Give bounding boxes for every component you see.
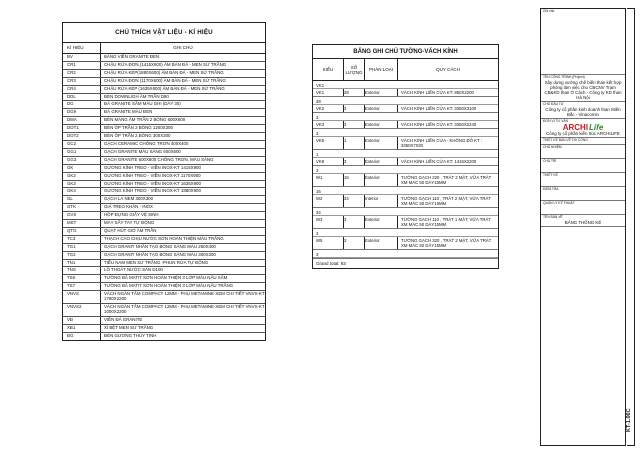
wall-group [313,129,498,150]
legend-code: TG1 [63,244,101,251]
legend-title: CHÚ THÍCH VẬT LIỆU - KÍ HIỆU [63,23,265,43]
notes-box [541,9,625,75]
legend-note: ĐÈN GƯƠNG THỦY TINH [104,332,157,338]
signature-roles [541,145,625,215]
owner-label: CHỦ ĐẦU TƯ [543,101,564,106]
wall-row [313,237,498,249]
legend-code: DG9 [63,109,101,116]
wall-group-name: 34 [313,208,498,216]
legend-note: ĐÈN MÁNG ÂM TRẦN 2 BÓNG 600X600 [104,117,186,123]
wall-category: Interior [364,195,397,207]
wall-qty: 3 [343,105,364,112]
signature-role: CHỦ TRÌ [543,158,557,163]
legend-row [63,70,265,78]
wall-group-name: 28 [313,97,498,105]
legend-note: GẠCH GRANIT NHÂN TẠO BÓNG SÁNG MÀU 250X400 [104,243,216,249]
legend-note: GIÁ TREO KHĂN - INOX [104,204,153,210]
legend-row [63,86,265,94]
legend-code: QTG [63,228,101,235]
wall-spec: TƯỜNG GẠCH 110 , TRÁT 2 MẶT, VỮA TRÁT XM MÁC 50 DÀY15MM [397,195,498,207]
legend-code: TG2 [63,252,101,259]
wall-category: Exterior [364,216,397,228]
project-name: Xây dựng xưởng chế biến than kết hợp phòng làm việc cho CBCNV Trạm CB&KD than Ô Cách - Công ty KD than Hà Nội [544,79,622,100]
legend-code: VĐ [63,317,101,324]
wall-col-category: PHÂN LOẠI [364,59,397,80]
wall-category: Exterior [364,105,397,112]
wall-row [313,105,498,112]
wall-group-name: 3 [313,113,498,121]
wall-row [313,174,498,186]
wall-code: W2 [316,196,323,201]
legend-row [63,125,265,133]
legend-code: CR1 [63,62,101,69]
legend-row [63,165,265,173]
wall-qty: 16 [343,174,364,186]
legend-note: GẠCH GRANIT NHÂN TẠO BÓNG SÁNG MÀU 300X300 [104,251,216,257]
wall-spec: TƯỜNG GẠCH 320 , TRÁT 2 MẶT, VỮA TRÁT XM MÁC 50 DÀY15MM [397,237,498,249]
legend-code: GG3 [63,157,101,164]
legend-code: GVS [63,212,101,219]
logo-life: Life [589,123,604,133]
legend-row [63,220,265,228]
material-legend-table [62,22,266,341]
wall-qty: 1 [343,137,364,149]
signature-role: QUẢN LÝ KỸ THUẬT [543,200,575,205]
wall-qty: 3 [343,121,364,128]
legend-row [63,267,265,275]
wall-category: Exterior [364,237,397,249]
wall-qty: 28 [343,89,364,96]
wall-group [313,166,498,187]
legend-note: XÍ BỆT MEN SỨ TRẮNG [104,324,154,330]
wall-group-name: VK1 [313,81,498,89]
wall-category: Exterior [364,174,397,186]
legend-note: MÁY SẤY TAY TỰ ĐỘNG [104,220,155,226]
signature-role-cell [541,187,625,201]
legend-col-code: KÍ HIỆU [63,43,101,53]
project-box [541,75,625,102]
legend-code: TN1 [63,260,101,267]
legend-row [63,236,265,244]
legend-code: DG [63,101,101,108]
legend-row [63,78,265,86]
legend-row [63,317,265,325]
consultant-label: ĐƠN VỊ TƯ VẤN [543,118,569,123]
legend-code: DOT1 [63,125,101,132]
legend-code: GL [63,196,101,203]
legend-note: GƯƠNG KÍNH TREO - VIỀN INOX-KT 1415X900 [104,164,201,170]
wall-code: VK8 [316,159,325,164]
legend-note: CHẬU RỬA KÉP(1880X600) ÂM BÀN ĐÁ - MEN SỨ TRẮNG [104,69,224,75]
legend-row [63,228,265,236]
wall-schedule-table [312,44,499,269]
legend-row [63,141,265,149]
wall-group [313,208,498,229]
legend-note: GẠCH GRANITE MÀU SÁNG 600X600 [104,148,181,154]
wall-schedule-header [313,59,498,81]
wall-spec: VÁCH KÍNH LIỀN CỬA KT: 3350X3100 [397,105,498,112]
legend-code: BV [63,54,101,61]
legend-row [63,173,265,181]
legend-code: TS7 [63,283,101,290]
legend-code: TNS [63,267,101,274]
signature-role-cell [541,173,625,187]
wall-group [313,113,498,129]
legend-note: TƯỜNG BẢ MATIT SƠN HOÀN THIỆN 3 LỚP MÀU NÂU SẪM [104,275,228,281]
legend-code: GK [63,165,101,172]
legend-note: TƯỜNG BẢ MATIT SƠN HOÀN THIỆN 3 LỚP MÀU NÂU TRẮNG [104,283,234,289]
legend-code: TS6 [63,275,101,282]
wall-group [313,150,498,166]
wall-groups [313,81,498,250]
legend-note: HỘP ĐỰNG GIẤY VỆ SINH [104,212,159,218]
wall-code: VK3 [316,122,325,127]
wall-col-type-code: KIỂU [322,67,334,72]
wall-qty: 3 [343,158,364,165]
wall-group-name: 3 [313,129,498,137]
title-block [540,8,626,446]
wall-row [313,121,498,128]
legend-row [63,212,265,220]
legend-note: GƯƠNG KÍNH TREO - VIỀN INOX-KT 1635X900 [104,180,201,186]
legend-note: QUẠT HÚT GIÓ ÂM TRẦN [104,227,157,233]
wall-row [313,195,498,207]
wall-code: VK5 [316,138,325,143]
wall-group-name: 16 [313,187,498,195]
title-block-side-strip [627,8,635,446]
legend-row [63,275,265,283]
legend-code: GTK [63,204,101,211]
wall-code: W3 [316,217,323,222]
legend-code: GG1 [63,149,101,156]
wall-spec: TƯỜNG GẠCH 110 , TRÁT 1 MẶT, VỮA TRÁT XM MÁC 50 DÀY15MM [397,216,498,228]
legend-code: DMA [63,117,101,124]
legend-note: GẠCH LÁ NEM 300X300 [104,196,154,202]
owner-name: Công ty cổ phần kinh doanh than Miền Bắc - Vinacomin [545,106,621,117]
wall-code: W5 [316,238,323,243]
design-stage: THIẾT KẾ BẢN VẼ THI CÔNG [543,138,588,143]
sheet-number: KT-1.06C [626,408,632,432]
wall-spec: VÁCH KÍNH LIỀN CỬA KT: 1415X2200 [397,158,498,165]
signature-role-cell [541,201,625,215]
legend-row [63,117,265,125]
legend-note: CHẬU RỬA ĐƠN (1170X600) ÂM BÀN ĐÁ - MEN SỨ TRẮNG [104,77,226,83]
legend-row [63,94,265,102]
legend-note: GƯƠNG KÍNH TREO - VIỀN INOX-KT 1170X900 [104,172,201,178]
legend-row [63,252,265,260]
wall-col-spec: QUY CÁCH [397,59,498,80]
signature-role-cell [541,145,625,159]
legend-note: ĐÈN DOWNLIGH ÂM TRẦN D90 [104,93,169,99]
wall-group [313,97,498,113]
legend-code: GK2 [63,173,101,180]
legend-note: ĐÁ GRANITE MÀU ĐEN [104,109,153,115]
legend-note: ĐÈN ỐP TRẦN 2 BÓNG 1200X300 [104,125,173,131]
wall-group-name: 1 [313,150,498,158]
wall-category: Exterior [364,158,397,165]
wall-group [313,229,498,250]
wall-grand-total: Grand total: 93 [316,261,346,266]
legend-code: CR3 [63,78,101,85]
legend-code: VNVS2 [63,304,101,316]
wall-code: W1 [316,175,323,180]
legend-note: GƯƠNG KÍNH TREO - VIỀN INOX-KT 1880X900 [104,188,201,194]
legend-row [63,333,265,340]
wall-group [313,81,498,97]
project-label: TÊN CÔNG TRÌNH (Project) [543,75,585,79]
legend-note: BĂNG VIỀN GRANITE ĐEN [104,54,160,59]
legend-row [63,204,265,212]
wall-row [313,137,498,149]
legend-note: THẠCH CAO CHỊU NƯỚC SƠN HOÀN THIỆN MÀU TRẮNG [104,235,224,241]
legend-code: CR4 [63,86,101,93]
legend-note: VÁCH NGĂN TẤM COMPACT 12MM - PHỤ METAMINE-XEM CHI TIẾT VNVS-KT 1780X2200 [104,291,265,302]
legend-code: GK3 [63,181,101,188]
signature-role: CHỦ NHIỆM [543,144,562,149]
legend-code: XB1 [63,325,101,332]
archilife-logo [543,123,623,131]
wall-code: VK1 [316,90,325,95]
wall-spec: VÁCH KÍNH LIỀN CỬA KT: 850X2200 [397,89,498,96]
stage-box [541,138,625,145]
wall-qty: 3 [343,237,364,249]
legend-note: GẠCH CERAMIC CHỐNG TRƠN 400X400 [104,140,189,146]
drawing-label: TÊN BẢN VẼ [543,214,563,219]
wall-code: VK2 [316,106,325,111]
legend-note: TIỂU NAM MEN SỨ TRẮNG -PHUN RỬA TỰ ĐỘNG [104,259,209,265]
wall-qty: 34 [343,195,364,207]
legend-row [63,244,265,252]
legend-note: ĐÈN ỐP TRẦN 2 BÓNG 300X300 [104,133,171,139]
legend-row [63,133,265,141]
legend-note: CHẬU RỬA KÉP (1635X600) ÂM BÀN ĐÁ - MEN SỨ TRẮNG [104,85,225,91]
legend-row [63,188,265,196]
owner-box [541,102,625,119]
legend-col-note: GHI CHÚ [173,45,193,50]
legend-row [63,283,265,291]
legend-rows [63,54,265,340]
legend-row [63,325,265,333]
wall-spec: TƯỜNG GẠCH 220 , TRÁT 2 MẶT, VỮA TRÁT XM MÁC 50 DÀY15MM [397,174,498,186]
wall-group-name: 3 [313,166,498,174]
legend-row [63,260,265,268]
legend-code: VNVS [63,291,101,303]
legend-note: VIỀN ĐÁ GRANITE [104,316,143,322]
legend-note: GẠCH GRANITE 600X600 CHỐNG TRƠN, MÀU SÁNG [104,156,214,162]
legend-row [63,181,265,189]
legend-note: CHẬU RỬA ĐƠN (1415X600) ÂM BÀN ĐÁ - MEN SỨ TRẮNG [104,61,227,67]
logo-archi: ARCHI [562,123,589,133]
notes-label: Ghi chú [543,9,555,13]
legend-code: CR2 [63,70,101,77]
legend-code: MST [63,220,101,227]
wall-spec: VÁCH KÍNH LIỀN CỬA - KHÔNG ĐỐ KT : 3350X7030 [397,137,498,149]
wall-row [313,158,498,165]
legend-code: GK4 [63,188,101,195]
wall-group-name: 3 [313,250,498,258]
wall-row [313,216,498,228]
wall-schedule-title: BẢNG GHI CHÚ TƯỜNG-VÁCH KÍNH [313,45,498,59]
legend-code: GC2 [63,141,101,148]
legend-row [63,101,265,109]
legend-row [63,304,265,317]
legend-row [63,196,265,204]
drawing-name: BẢNG THỐNG KÊ [564,219,602,225]
legend-code: DOT2 [63,133,101,140]
wall-spec: VÁCH KÍNH LIỀN CỬA KT: 3350X2240 [397,121,498,128]
legend-row [63,157,265,165]
wall-row [313,89,498,96]
legend-note: VÁCH NGĂN TẤM COMPACT 12MM - PHỤ METAMINE-XEM CHI TIẾT VNVS-KT 1000X2200 [104,304,265,314]
wall-category: Exterior [364,89,397,96]
legend-row [63,149,265,157]
legend-note: LỖ THOÁT NƯỚC SÀN D100 [104,267,163,273]
consultant-box [541,119,625,139]
legend-header-row [63,43,265,54]
legend-row [63,62,265,70]
wall-col-quantity: SỐ LƯỢNG [343,59,364,80]
legend-note: ĐÁ GRANITE SẪM MÀU GHI (DÀY 30) [104,101,181,107]
legend-code: DDL [63,94,101,101]
wall-group-name: 3 [313,229,498,237]
wall-group [313,187,498,208]
consultant-name: Công ty cổ phần kiến trúc ARCHILIFE [546,131,620,137]
signature-role: KIỂM TRA [543,186,559,191]
wall-category: Exterior [364,121,397,128]
wall-last-group [313,250,498,259]
legend-row [63,109,265,117]
legend-row [63,54,265,62]
legend-code: ĐG [63,333,101,340]
legend-code: TC3 [63,236,101,243]
drawing-name-box [541,215,625,227]
legend-row [63,291,265,304]
signature-role: THIẾT KẾ [543,172,558,177]
wall-category: Exterior [364,137,397,149]
wall-qty: 3 [343,216,364,228]
signature-role-cell [541,159,625,173]
